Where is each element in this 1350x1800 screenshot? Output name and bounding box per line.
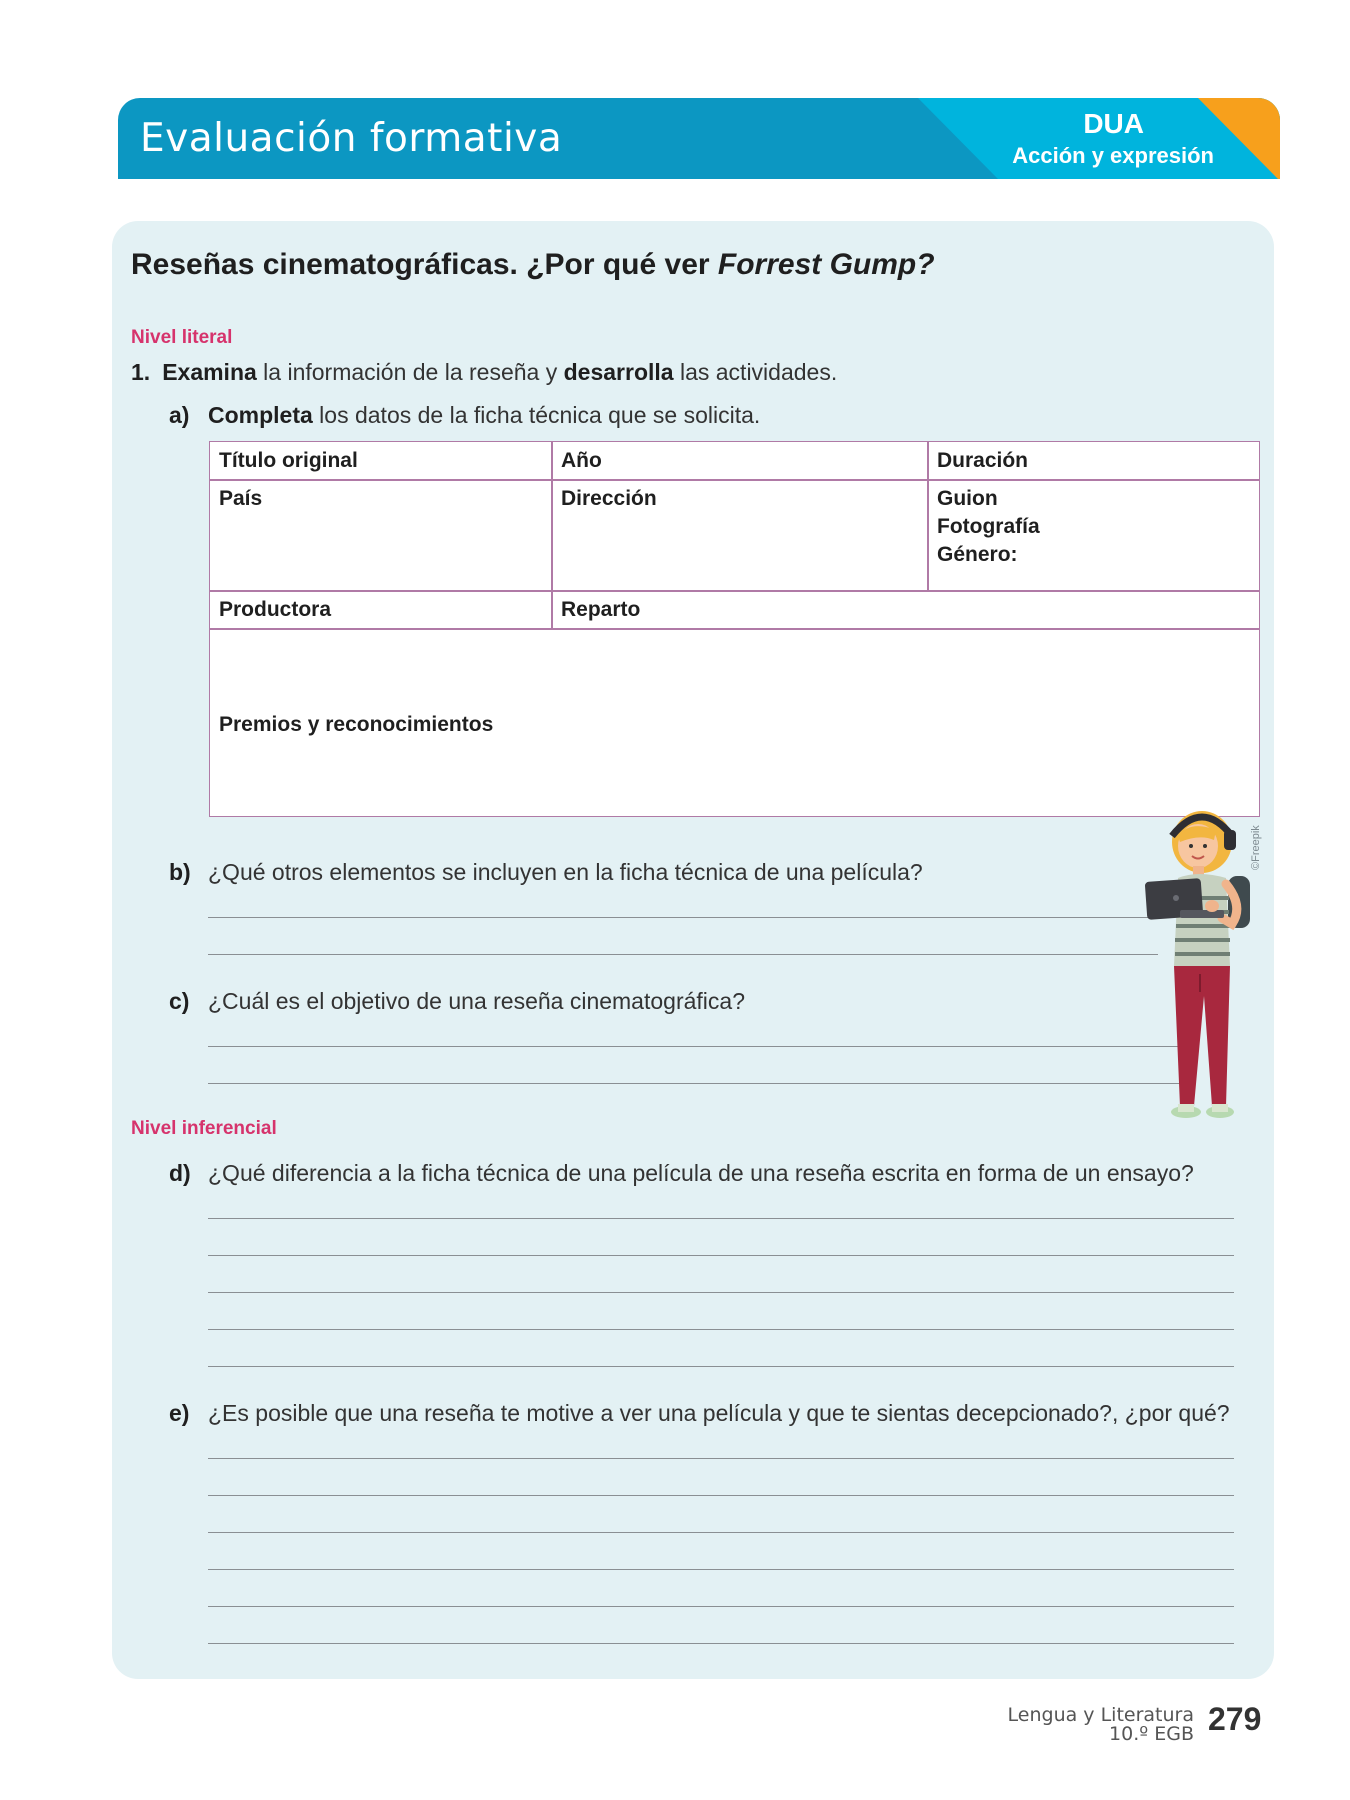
field-fotografia: Fotografía	[937, 515, 1040, 538]
table-divider	[210, 479, 1259, 481]
answer-line-b1[interactable]	[208, 917, 1158, 918]
page-number: 279	[1208, 1701, 1262, 1737]
item-letter: c)	[169, 988, 190, 1014]
answer-line-e6[interactable]	[208, 1643, 1234, 1644]
field-productora[interactable]: Productora	[219, 598, 332, 621]
field-titulo-original[interactable]: Título original	[219, 449, 358, 472]
answer-line-e1[interactable]	[208, 1458, 1234, 1459]
heading-text: Reseñas cinematográficas. ¿Por qué ver	[131, 248, 718, 281]
table-divider	[210, 628, 1259, 630]
item-d-text: ¿Qué diferencia a la ficha técnica de una película de una reseña escrita en forma de un ensayo?	[208, 1160, 1194, 1186]
answer-line-d3[interactable]	[208, 1292, 1234, 1293]
header-banner	[118, 98, 1280, 179]
item-a-text: los datos de la ficha técnica que se solicita.	[312, 402, 761, 428]
item-letter: a)	[169, 402, 190, 428]
question-text-part1: la información de la reseña y	[256, 359, 564, 385]
field-genero: Género:	[937, 543, 1018, 566]
answer-line-e2[interactable]	[208, 1495, 1234, 1496]
answer-line-d4[interactable]	[208, 1329, 1234, 1330]
item-e	[169, 1400, 1230, 1427]
activity-heading	[131, 248, 935, 282]
activity-panel	[112, 221, 1274, 1679]
question-verb-examina: Examina	[162, 359, 257, 385]
dua-label: DUA	[1083, 108, 1144, 139]
answer-line-e5[interactable]	[208, 1606, 1234, 1607]
answer-line-e3[interactable]	[208, 1532, 1234, 1533]
level-literal-label: Nivel literal	[131, 327, 233, 348]
question-verb-desarrolla: desarrolla	[563, 359, 674, 385]
item-letter: d)	[169, 1160, 191, 1186]
footer-subject	[1008, 1706, 1194, 1744]
item-letter: e)	[169, 1400, 190, 1426]
item-d	[169, 1160, 1194, 1187]
answer-line-d1[interactable]	[208, 1218, 1234, 1219]
technical-sheet-table	[209, 441, 1260, 817]
item-a-verb: Completa	[208, 402, 313, 428]
answer-line-e4[interactable]	[208, 1569, 1234, 1570]
field-duracion[interactable]: Duración	[937, 449, 1029, 472]
heading-italic-title: Forrest Gump?	[717, 248, 935, 281]
answer-line-c1[interactable]	[208, 1046, 1184, 1047]
item-e-text: ¿Es posible que una reseña te motive a ver una película y que te sientas decepcionado?, ¿por qué?	[208, 1400, 1230, 1426]
footer-grade: 10.º EGB	[1109, 1723, 1194, 1745]
question-text-part2: las actividades.	[673, 359, 838, 385]
answer-line-b2[interactable]	[208, 954, 1158, 955]
field-anio[interactable]: Año	[561, 449, 602, 472]
item-letter: b)	[169, 859, 191, 885]
field-direccion[interactable]: Dirección	[561, 487, 657, 510]
answer-line-d5[interactable]	[208, 1366, 1234, 1367]
answer-line-c2[interactable]	[208, 1083, 1184, 1084]
item-b	[169, 859, 923, 886]
field-credits[interactable]	[928, 480, 1049, 574]
item-a	[169, 402, 760, 429]
item-c-text: ¿Cuál es el objetivo de una reseña cinematográfica?	[208, 988, 745, 1014]
field-reparto[interactable]: Reparto	[561, 598, 641, 621]
item-b-text: ¿Qué otros elementos se incluyen en la ficha técnica de una película?	[208, 859, 923, 885]
field-pais[interactable]: País	[219, 487, 263, 510]
field-guion: Guion	[937, 487, 998, 510]
table-divider	[210, 590, 1259, 592]
item-c	[169, 988, 745, 1015]
level-inferencial-label: Nivel inferencial	[131, 1118, 277, 1139]
dua-subtitle: Acción y expresión	[1012, 143, 1214, 168]
page-title: Evaluación formativa	[140, 116, 563, 161]
question-number: 1.	[131, 359, 151, 385]
answer-line-d2[interactable]	[208, 1255, 1234, 1256]
field-premios[interactable]: Premios y reconocimientos	[219, 713, 494, 736]
footer-subject-name: Lengua y Literatura	[1007, 1704, 1194, 1726]
image-credit: ©Freepik	[1250, 825, 1262, 870]
question-1	[131, 359, 837, 386]
